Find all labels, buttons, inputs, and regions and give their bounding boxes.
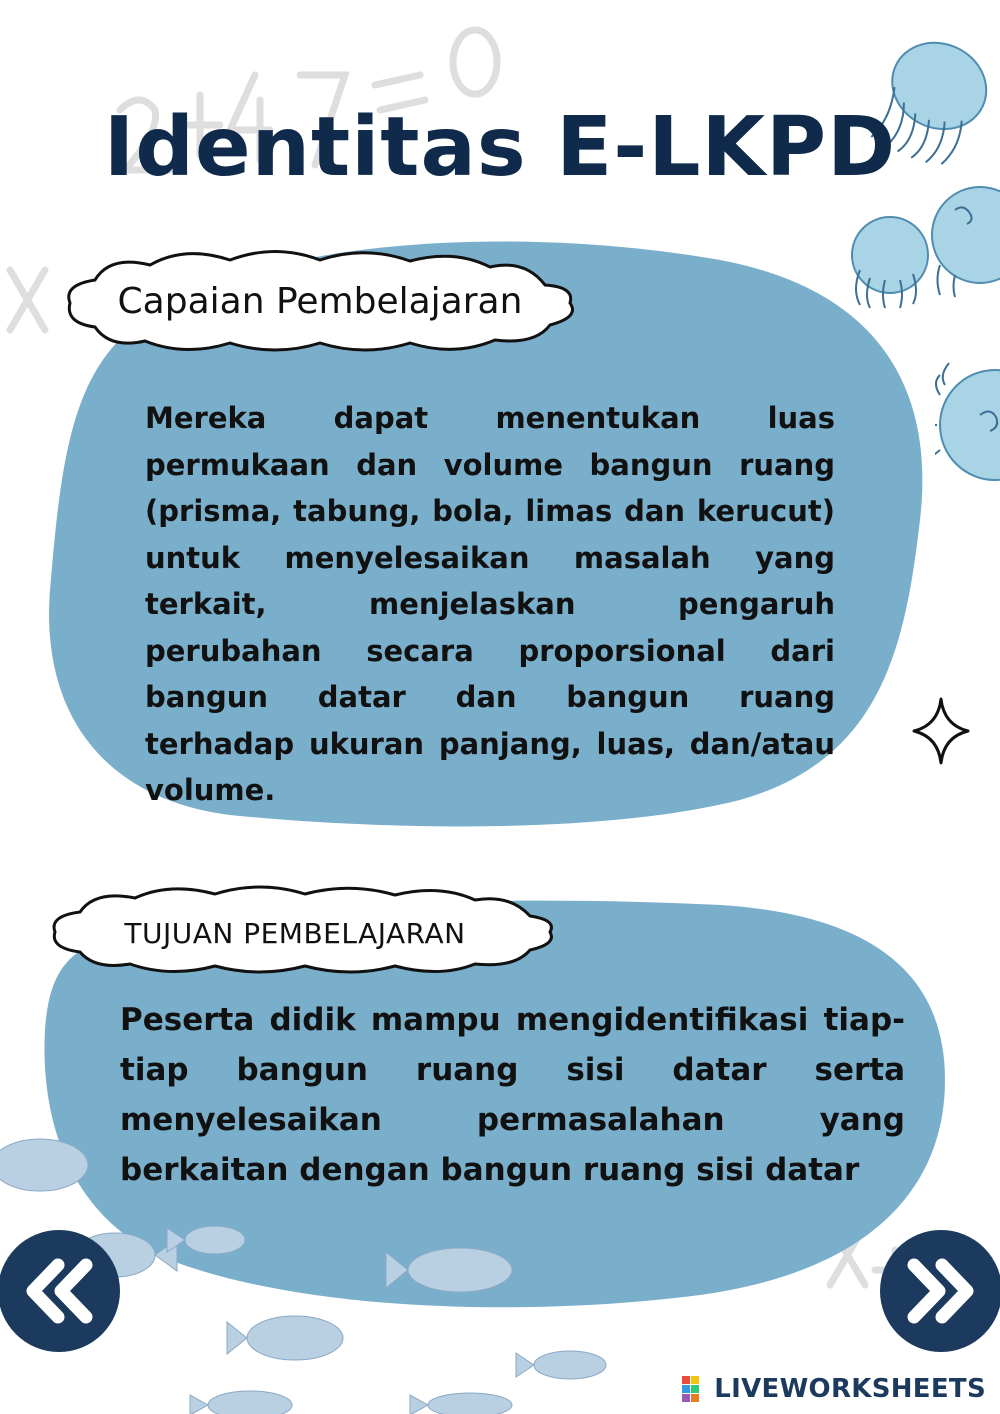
double-chevron-left-icon <box>0 1230 120 1352</box>
tujuan-label: TUJUAN PEMBELAJARAN <box>124 916 466 950</box>
fish-icon <box>190 1391 292 1414</box>
fish-icon <box>0 1139 88 1191</box>
capaian-label: Capaian Pembelajaran <box>117 280 523 322</box>
fish-icon <box>410 1393 512 1414</box>
fish-icon <box>227 1316 343 1360</box>
liveworksheets-brand[interactable] <box>682 1374 986 1404</box>
jellyfish-icon <box>845 210 935 310</box>
previous-page-button[interactable] <box>0 1230 120 1352</box>
page-title: Identitas E-LKPD <box>103 100 897 195</box>
jellyfish-icon <box>935 355 1000 495</box>
tujuan-text: Peserta didik mampu mengidentifikasi tiap-tiap bangun ruang sisi datar serta menyelesaikan permasalahan yang berkaitan dengan bangun ruang sisi datar <box>120 1002 905 1188</box>
fish-icon <box>167 1226 245 1254</box>
next-page-button[interactable] <box>880 1230 1000 1352</box>
fish-icon <box>386 1248 512 1292</box>
jellyfish-icon <box>925 180 1000 300</box>
capaian-text: Mereka dapat menentukan luas permukaan dan volume bangun ruang (prisma, tabung, bola, limas dan kerucut) untuk menyelesaikan masalah yang terkait, menjelaskan pengaruh perubahan secara proporsional dari bangun datar dan bangun ruang terhadap ukuran panjang, luas, dan/atau volume. <box>145 401 835 807</box>
sparkle-icon <box>910 695 972 767</box>
double-chevron-right-icon <box>880 1230 1000 1352</box>
brand-name: LIVEWORKSHEETS <box>714 1374 986 1404</box>
fish-icon <box>516 1351 606 1379</box>
liveworksheets-logo-icon <box>682 1376 708 1402</box>
